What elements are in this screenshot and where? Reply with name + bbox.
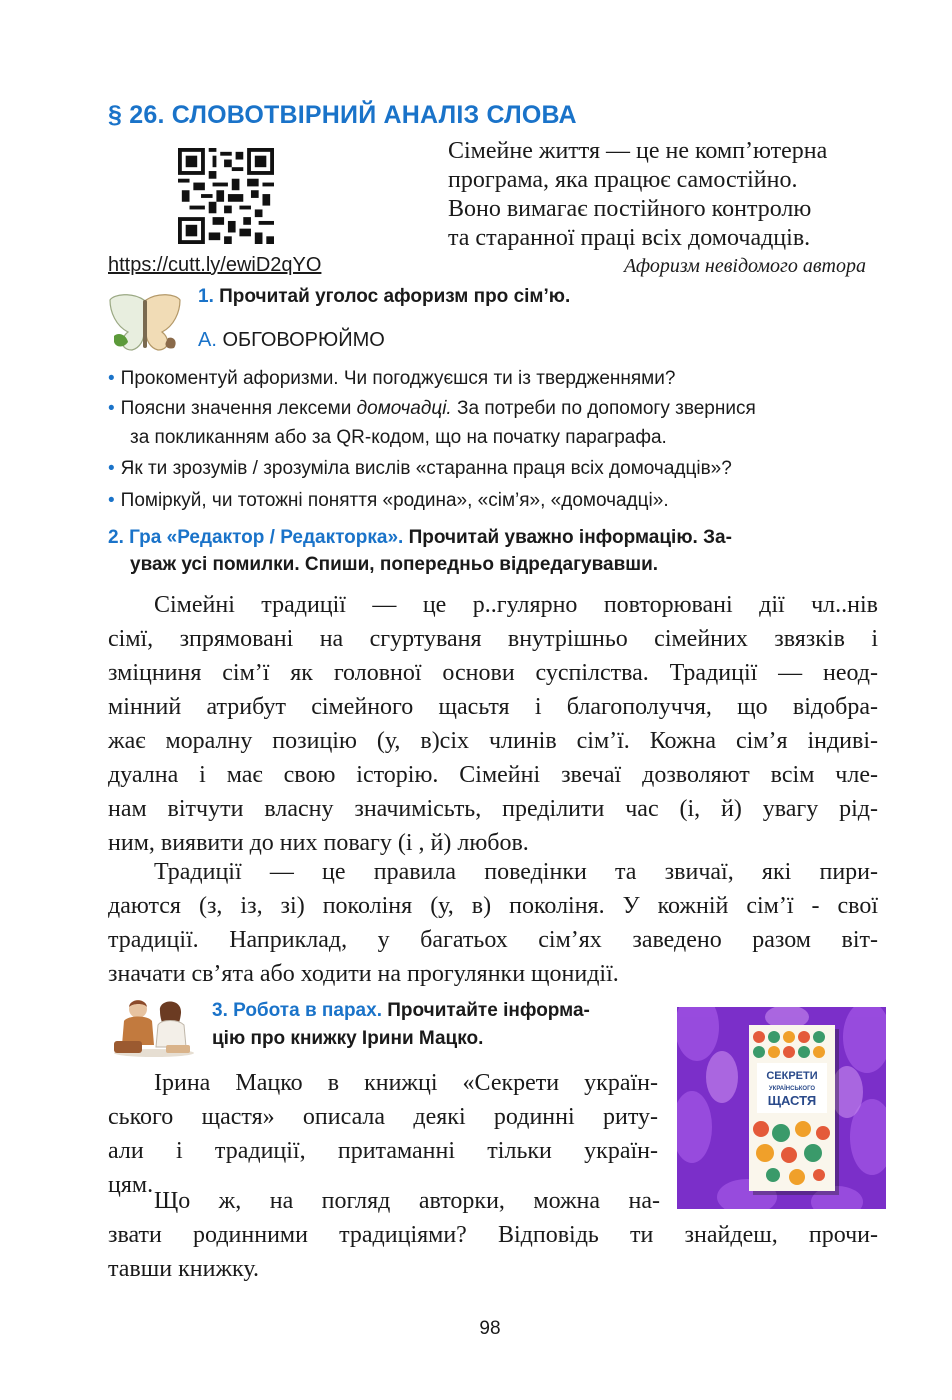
task3: [212, 997, 662, 1053]
qr-code-icon[interactable]: [178, 148, 274, 244]
discuss-letter: А.: [198, 329, 217, 351]
task2-title: 2. Гра «Редактор / Редакторка».: [108, 527, 404, 548]
text-line: звати родинними традиціями? Відповідь ти знайдеш, прочи-: [108, 1222, 878, 1248]
task1-text: Прочитай уголос афоризм про сім’ю.: [219, 286, 571, 307]
task3-text: Прочитайте інформа-: [387, 1000, 590, 1021]
aphorism-line: Сімейне життя — це не комп’ютерна: [448, 138, 828, 164]
task2-text: Прочитай уважно інформацію. За-: [408, 527, 732, 548]
aphorism-line: Воно вимагає постійного контролю: [448, 196, 812, 222]
task2: [108, 524, 868, 578]
bullet-cont: за покликанням або за QR-кодом, що на початку параграфа.: [130, 427, 667, 448]
bullet-text: Поясни значення лексеми: [120, 398, 357, 419]
aphorism-line: та старанної праці всіх домочадців.: [448, 225, 811, 251]
paragraph-3: [108, 1066, 658, 1202]
text-line: Ірина Мацко в книжці «Секрети україн-: [154, 1070, 658, 1096]
discuss-text: ОБГОВОРЮЙМО: [222, 329, 385, 351]
bullet-text: Як ти зрозумів / зрозуміла вислів «старанна праця всіх домочадців»?: [120, 458, 732, 479]
task1: [198, 286, 570, 308]
text-line: Традиції — це правила поведінки та звичаї, які пири-: [154, 859, 878, 885]
bullet-item: • Поясни значення лексеми домочадці. За потреби по допомогу звернися за покликанням або за QR-кодом, що на початку параграфа.: [108, 394, 888, 452]
bullet-italic: домочадці.: [356, 398, 452, 419]
text-line: значати св’ята або ходити на прогулянки щонидії.: [108, 961, 619, 987]
text-line: традиції. Наприклад, у багатьох сім’ях заведено разом віт-: [108, 927, 878, 953]
bullet-text: Поміркуй, чи тотожні поняття «родина», «сім’я», «домочадці».: [120, 490, 669, 511]
text-line: али і традиції, притаманні тільки україн-: [108, 1138, 658, 1164]
task3-cont: цію про книжку Ірини Мацко.: [212, 1028, 484, 1049]
book-title-line1: СЕКРЕТИ: [766, 1070, 818, 1082]
text-line: Сімейні традиції — це р..гулярно повторювані дії чл..нів: [154, 592, 878, 618]
text-line: сімї, зпрямовані на сгуртуваня внутрішньо сімейних звязків і: [108, 626, 878, 652]
text-line: Що ж, на погляд авторки, можна на-: [154, 1188, 660, 1214]
paragraph-4: [108, 1184, 878, 1286]
text-line: ним, виявити до них повагу (і , й) любов.: [108, 830, 529, 856]
text-line: зміцниня сім’ї як головної основи суспілства. Традиції — неод-: [108, 660, 878, 686]
qr-link[interactable]: https://cutt.ly/ewiD2qYO: [108, 254, 322, 276]
text-line: цям.: [108, 1172, 154, 1198]
book-cover-image: [677, 1007, 886, 1209]
discuss-heading: [198, 329, 385, 352]
aphorism-line: програма, яка працює самостійно.: [448, 167, 798, 193]
aphorism: [448, 137, 888, 253]
text-line: нам вітчути власну значимісьть, преділити час (і, й) увагу рід-: [108, 796, 878, 822]
task3-title: 3. Робота в парах.: [212, 1000, 382, 1021]
butterfly-icon: [108, 292, 182, 352]
text-line: ського щастя» описала деякі родинні риту-: [108, 1104, 658, 1130]
book-title-line2: УКРАЇНСЬКОГО: [768, 1086, 816, 1092]
bullet-text: За потреби по допомогу звернися: [451, 398, 756, 419]
text-line: жає моралну позицію (у, в)сіх члинів сім’ї. Кожна сім’я індиві-: [108, 728, 878, 754]
book-title-line3: ЩАСТЯ: [767, 1093, 817, 1108]
bullet-text: Прокоментуй афоризми. Чи погоджуєшся ти із твердженнями?: [120, 368, 676, 389]
text-line: даются (з, із, зі) поколіня (у, в) поколіня. У кожній сім’ї - свої: [108, 893, 878, 919]
paragraph-2: [108, 855, 878, 991]
text-line: мінний атрибут сімейного щасьтя і благополуччя, що відобра-: [108, 694, 878, 720]
task1-number: 1.: [198, 286, 214, 307]
task2-cont: уваж усі помилки. Спиши, попередньо відредагувавши.: [130, 554, 659, 575]
people-icon: [108, 995, 200, 1057]
text-line: тавши книжку.: [108, 1256, 259, 1282]
bullet-item: • Прокоментуй афоризми. Чи погоджуєшся ти із твердженнями?: [108, 368, 676, 389]
bullet-item: • Поміркуй, чи тотожні поняття «родина», «сім’я», «домочадці».: [108, 490, 669, 511]
paragraph-1: [108, 588, 878, 860]
aphorism-author: Афоризм невідомого автора: [623, 255, 866, 277]
bullet-item: • Як ти зрозумів / зрозуміла вислів «старанна праця всіх домочадців»?: [108, 458, 732, 479]
page-number: 98: [479, 1318, 501, 1339]
text-line: дуална і має свою історію. Сімейні звечаї дозволяют всім чле-: [108, 762, 878, 788]
section-title: § 26. СЛОВОТВІРНИЙ АНАЛІЗ СЛОВА: [108, 101, 577, 129]
